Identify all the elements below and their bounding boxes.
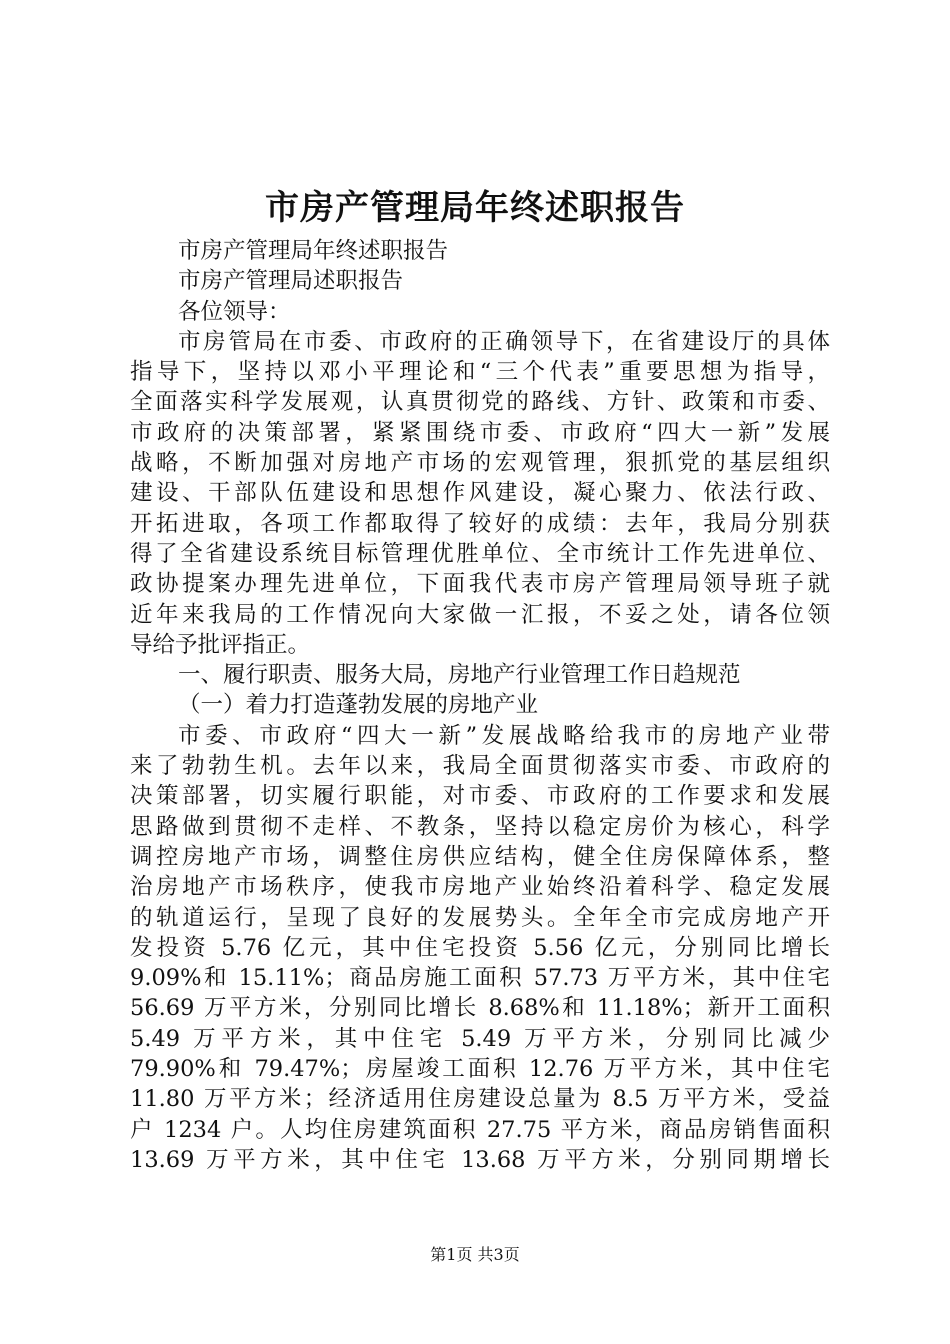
paragraph-line: 近年来我局的工作情况向大家做一汇报，不妥之处，请各位领 <box>130 601 830 628</box>
paragraph-line: 79.90%和 79.47%；房屋竣工面积 12.76 万平方米，其中住宅 <box>130 1056 830 1083</box>
paragraph-line: 9.09%和 15.11%；商品房施工面积 57.73 万平方米，其中住宅 <box>130 965 830 992</box>
paragraph-line: 13.69 万平方米，其中住宅 13.68 万平方米，分别同期增长 <box>130 1146 830 1173</box>
paragraph-line: 市房管局在市委、市政府的正确领导下，在省建设厅的具体 <box>178 328 830 355</box>
paragraph-line: 决策部署，切实履行职能，对市委、市政府的工作要求和发展 <box>130 783 830 810</box>
paragraph-line: 市委、市政府“四大一新”发展战略给我市的房地产业带 <box>178 722 830 749</box>
paragraph-line: 建设、干部队伍建设和思想作风建设，凝心聚力、依法行政、 <box>130 480 830 507</box>
document-title: 市房产管理局年终述职报告 <box>265 188 685 228</box>
paragraph-line: 导给予批评指正。 <box>130 631 311 658</box>
paragraph-line: 5.49 万平方米，其中住宅 5.49 万平方米，分别同比减少 <box>130 1025 830 1052</box>
paragraph-line: 开拓进取，各项工作都取得了较好的成绩：去年，我局分别获 <box>130 510 830 537</box>
paragraph-line: 全面落实科学发展观，认真贯彻党的路线、方针、政策和市委、 <box>130 389 830 416</box>
subtitle-line: 市房产管理局年终述职报告 <box>178 238 449 264</box>
paragraph-line: 户 1234 户。人均住房建筑面积 27.75 平方米，商品房销售面积 <box>130 1116 830 1143</box>
paragraph-line: 来了勃勃生机。去年以来，我局全面贯彻落实市委、市政府的 <box>130 753 830 780</box>
paragraph-line: 市政府的决策部署，紧紧围绕市委、市政府“四大一新”发展 <box>130 419 830 446</box>
paragraph-line: 调控房地产市场，调整住房供应结构，健全住房保障体系，整 <box>130 843 830 870</box>
paragraph-line: 56.69 万平方米，分别同比增长 8.68%和 11.18%；新开工面积 <box>130 995 830 1022</box>
paragraph-line: 思路做到贯彻不走样、不教条，坚持以稳定房价为核心，科学 <box>130 813 830 840</box>
salutation: 各位领导： <box>178 298 291 325</box>
paragraph-line: 战略，不断加强对房地产市场的宏观管理，狠抓党的基层组织 <box>130 450 830 477</box>
page-number-footer: 第1页 共3页 <box>430 1245 520 1264</box>
document-body <box>130 236 830 1175</box>
section-heading: 一、履行职责、服务大局，房地产行业管理工作日趋规范 <box>178 662 741 689</box>
paragraph-line: 指导下，坚持以邓小平理论和“三个代表”重要思想为指导， <box>130 359 830 386</box>
paragraph-line: 发投资 5.76 亿元，其中住宅投资 5.56 亿元，分别同比增长 <box>130 934 830 961</box>
paragraph-line: 政协提案办理先进单位，下面我代表市房产管理局领导班子就 <box>130 571 830 598</box>
paragraph-line: 11.80 万平方米；经济适用住房建设总量为 8.5 万平方米，受益 <box>130 1086 830 1113</box>
paragraph-line: 的轨道运行，呈现了良好的发展势头。全年全市完成房地产开 <box>130 904 830 931</box>
paragraph-line: 治房地产市场秩序，使我市房地产业始终沿着科学、稳定发展 <box>130 874 830 901</box>
subtitle-line: 市房产管理局述职报告 <box>178 268 404 295</box>
paragraph-line: 得了全省建设系统目标管理优胜单位、全市统计工作先进单位、 <box>130 540 830 567</box>
subsection-heading: （一）着力打造蓬勃发展的房地产业 <box>178 692 539 719</box>
